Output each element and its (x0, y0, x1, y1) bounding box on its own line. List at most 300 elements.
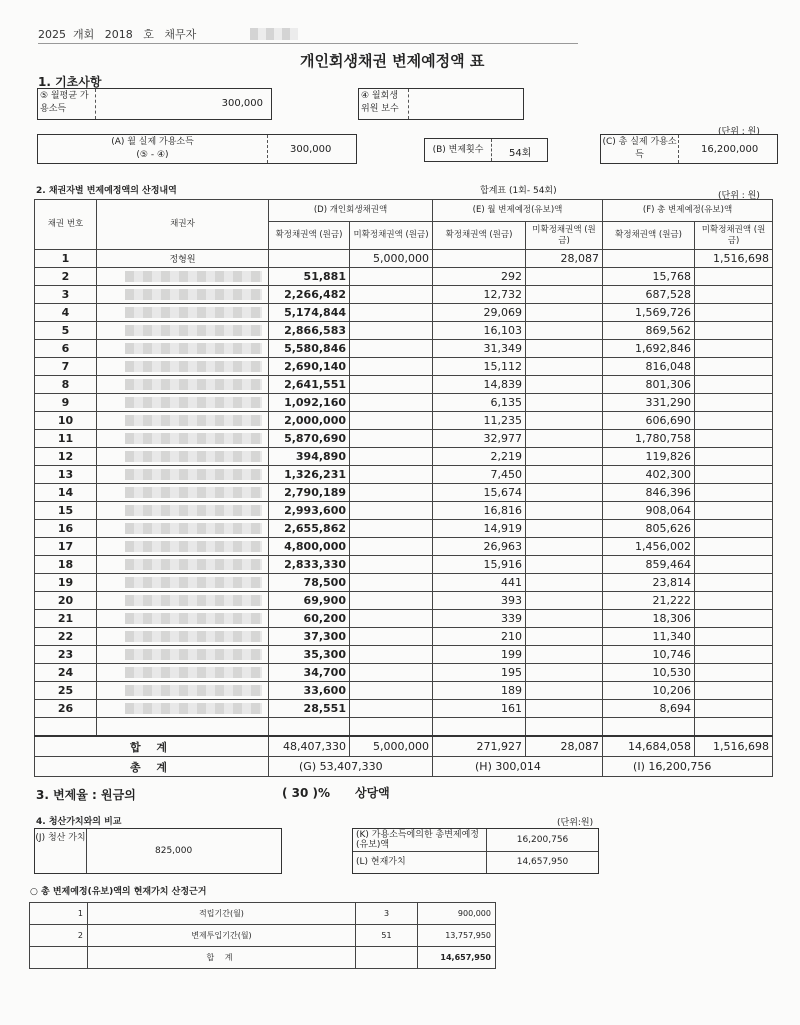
F-confirmed: 10,746 (603, 646, 695, 664)
header-F-confirmed: 확정채권액 (원금) (603, 222, 695, 250)
pv-total-label: 합 계 (88, 947, 356, 969)
E-unconfirmed (526, 610, 603, 628)
E-unconfirmed (526, 358, 603, 376)
F-confirmed: 687,528 (603, 286, 695, 304)
header-D: (D) 개인회생채권액 (269, 200, 433, 222)
creditor-name-redacted (125, 469, 262, 480)
creditor-name-cell (97, 466, 269, 484)
F-confirmed: 23,814 (603, 574, 695, 592)
D-confirmed: 37,300 (269, 628, 350, 646)
creditor-no: 20 (35, 592, 97, 610)
F-unconfirmed (695, 376, 773, 394)
pv-no: 1 (30, 903, 88, 925)
creditor-name-redacted (125, 613, 262, 624)
header-F-unconfirmed: 미확정채권액 (원금) (695, 222, 773, 250)
F-unconfirmed (695, 646, 773, 664)
F-confirmed: 402,300 (603, 466, 695, 484)
D-unconfirmed (350, 412, 433, 430)
E-confirmed: 195 (433, 664, 526, 682)
pv-value: 13,757,950 (418, 925, 496, 947)
A-label: (A) 월 실제 가용소득 (111, 137, 194, 147)
creditor-name-redacted (125, 379, 262, 390)
E-unconfirmed (526, 628, 603, 646)
F-confirmed: 1,692,846 (603, 340, 695, 358)
header-E-unconfirmed: 미확정채권액 (원금) (526, 222, 603, 250)
J-box (34, 828, 282, 874)
creditor-name-cell (97, 520, 269, 538)
D-unconfirmed (350, 358, 433, 376)
E-unconfirmed (526, 646, 603, 664)
E-confirmed: 16,103 (433, 322, 526, 340)
monthly-income-box (37, 88, 272, 120)
D-confirmed: 33,600 (269, 682, 350, 700)
F-unconfirmed (695, 610, 773, 628)
creditor-name-cell (97, 538, 269, 556)
creditor-no: 15 (35, 502, 97, 520)
F-confirmed: 15,768 (603, 268, 695, 286)
F-unconfirmed (695, 412, 773, 430)
creditor-name-redacted (125, 559, 262, 570)
table-row (35, 412, 773, 430)
creditor-no: 6 (35, 340, 97, 358)
empty-cell (603, 718, 695, 737)
section1-unit: (단위 : 원) (718, 127, 760, 137)
pv-empty (30, 947, 88, 969)
creditor-name-cell (97, 664, 269, 682)
creditor-no: 23 (35, 646, 97, 664)
E-unconfirmed (526, 556, 603, 574)
empty-cell (35, 718, 97, 737)
fee-label: ④ 월회생위원 보수 (359, 89, 409, 119)
pv-total-row (30, 947, 496, 969)
creditor-name-cell (97, 700, 269, 718)
D-unconfirmed (350, 610, 433, 628)
E-confirmed: 15,916 (433, 556, 526, 574)
table-row (35, 682, 773, 700)
table-row (35, 574, 773, 592)
creditor-no: 3 (35, 286, 97, 304)
pv-label: 적립기간(월) (88, 903, 356, 925)
creditor-name-cell (97, 322, 269, 340)
empty-cell (350, 718, 433, 737)
F-confirmed: 10,530 (603, 664, 695, 682)
creditor-name-cell (97, 448, 269, 466)
E-unconfirmed (526, 466, 603, 484)
F-unconfirmed (695, 628, 773, 646)
total-d2: 5,000,000 (350, 736, 433, 757)
E-unconfirmed (526, 394, 603, 412)
header-E-confirmed: 확정채권액 (원금) (433, 222, 526, 250)
D-confirmed: 60,200 (269, 610, 350, 628)
E-confirmed: 6,135 (433, 394, 526, 412)
F-confirmed: 859,464 (603, 556, 695, 574)
D-unconfirmed (350, 376, 433, 394)
F-unconfirmed (695, 592, 773, 610)
E-unconfirmed (526, 520, 603, 538)
table-row (35, 556, 773, 574)
D-unconfirmed (350, 664, 433, 682)
F-unconfirmed (695, 466, 773, 484)
table-row (35, 268, 773, 286)
spacer-row (35, 718, 773, 737)
D-confirmed: 5,174,844 (269, 304, 350, 322)
pv-row (30, 925, 496, 947)
table-row (35, 304, 773, 322)
header-F: (F) 총 변제예정(유보)액 (603, 200, 773, 222)
F-unconfirmed (695, 448, 773, 466)
table-row (35, 502, 773, 520)
total-d1: 48,407,330 (269, 736, 350, 757)
E-confirmed: 14,839 (433, 376, 526, 394)
D-confirmed (269, 250, 350, 268)
F-unconfirmed (695, 700, 773, 718)
C-label: (C) 총 실제 가용소득 (601, 135, 679, 163)
L-label: (L) 현재가치 (353, 852, 487, 873)
F-unconfirmed (695, 358, 773, 376)
creditor-name-redacted (125, 685, 262, 696)
fee-box (358, 88, 524, 120)
F-confirmed (603, 250, 695, 268)
creditor-no: 1 (35, 250, 97, 268)
creditor-name-redacted (125, 271, 262, 282)
D-unconfirmed (350, 448, 433, 466)
header-D-unconfirmed: 미확정채권액 (원금) (350, 222, 433, 250)
D-unconfirmed (350, 430, 433, 448)
creditor-no: 9 (35, 394, 97, 412)
creditor-name-cell (97, 340, 269, 358)
E-unconfirmed (526, 484, 603, 502)
creditor-no: 7 (35, 358, 97, 376)
section3-heading: 3. 변제율 : 원금의 (36, 788, 136, 802)
D-unconfirmed (350, 646, 433, 664)
F-confirmed: 869,562 (603, 322, 695, 340)
table-row (35, 664, 773, 682)
grand-label: 총 계 (35, 757, 269, 777)
debtor-name-redacted (250, 28, 298, 40)
F-unconfirmed (695, 538, 773, 556)
D-confirmed: 5,580,846 (269, 340, 350, 358)
table-row (35, 250, 773, 268)
creditor-no: 12 (35, 448, 97, 466)
creditor-table (34, 199, 773, 777)
table-row (35, 448, 773, 466)
total-row (35, 736, 773, 757)
F-confirmed: 801,306 (603, 376, 695, 394)
E-confirmed: 210 (433, 628, 526, 646)
F-unconfirmed (695, 268, 773, 286)
F-confirmed: 11,340 (603, 628, 695, 646)
pv-heading: ○ 총 변제예정(유보)액의 현재가치 산정근거 (30, 887, 207, 897)
empty-cell (433, 718, 526, 737)
D-confirmed: 2,790,189 (269, 484, 350, 502)
table-row (35, 376, 773, 394)
creditor-no: 24 (35, 664, 97, 682)
table-row (35, 538, 773, 556)
E-unconfirmed (526, 340, 603, 358)
grand-I: (I) 16,200,756 (603, 757, 773, 777)
F-confirmed: 119,826 (603, 448, 695, 466)
E-confirmed: 14,919 (433, 520, 526, 538)
creditor-no: 17 (35, 538, 97, 556)
creditor-name-redacted (125, 523, 262, 534)
creditor-name-cell (97, 376, 269, 394)
E-unconfirmed (526, 430, 603, 448)
F-confirmed: 846,396 (603, 484, 695, 502)
section2-heading: 2. 채권자별 변제예정액의 산정내역 (36, 186, 177, 196)
D-unconfirmed (350, 322, 433, 340)
section1-heading: 1. 기초사항 (38, 75, 102, 89)
creditor-no: 10 (35, 412, 97, 430)
creditor-name-redacted (125, 631, 262, 642)
F-unconfirmed (695, 286, 773, 304)
pv-months: 3 (356, 903, 418, 925)
A-value: 300,000 (290, 144, 332, 155)
F-unconfirmed (695, 304, 773, 322)
D-unconfirmed (350, 286, 433, 304)
E-confirmed: 199 (433, 646, 526, 664)
creditor-name-cell (97, 412, 269, 430)
pv-table-body (30, 903, 496, 969)
total-f2: 1,516,698 (695, 736, 773, 757)
creditor-name-cell (97, 646, 269, 664)
C-box (600, 134, 778, 164)
K-value: 16,200,756 (487, 829, 598, 852)
D-confirmed: 1,092,160 (269, 394, 350, 412)
D-confirmed: 2,866,583 (269, 322, 350, 340)
E-confirmed (433, 250, 526, 268)
E-confirmed: 339 (433, 610, 526, 628)
F-confirmed: 18,306 (603, 610, 695, 628)
K-label: (K) 가용소득에의한 총변제예정(유보)액 (353, 829, 487, 852)
J-value: 825,000 (155, 846, 193, 856)
monthly-income-label: ⑤ 월평균 가용소득 (38, 89, 96, 119)
empty-cell (695, 718, 773, 737)
total-e1: 271,927 (433, 736, 526, 757)
creditor-name-redacted (125, 415, 262, 426)
grand-total-row (35, 757, 773, 777)
D-confirmed: 51,881 (269, 268, 350, 286)
F-unconfirmed (695, 664, 773, 682)
D-confirmed: 78,500 (269, 574, 350, 592)
table-row (35, 358, 773, 376)
header-D-confirmed: 확정채권액 (원금) (269, 222, 350, 250)
creditor-name-redacted (125, 361, 262, 372)
table-row (35, 520, 773, 538)
F-confirmed: 816,048 (603, 358, 695, 376)
section4-heading: 4. 청산가치와의 비교 (36, 817, 122, 827)
E-unconfirmed (526, 322, 603, 340)
E-confirmed: 12,732 (433, 286, 526, 304)
creditor-name-cell (97, 502, 269, 520)
creditor-no: 25 (35, 682, 97, 700)
creditor-no: 22 (35, 628, 97, 646)
E-unconfirmed (526, 574, 603, 592)
E-unconfirmed (526, 286, 603, 304)
creditor-name-cell (97, 610, 269, 628)
creditor-name-cell (97, 592, 269, 610)
E-confirmed: 2,219 (433, 448, 526, 466)
E-confirmed: 26,963 (433, 538, 526, 556)
E-confirmed: 15,112 (433, 358, 526, 376)
F-confirmed: 8,694 (603, 700, 695, 718)
E-unconfirmed (526, 412, 603, 430)
table-row (35, 430, 773, 448)
creditor-name-redacted (125, 505, 262, 516)
E-unconfirmed (526, 682, 603, 700)
creditor-name-redacted (125, 289, 262, 300)
creditor-name-redacted (125, 577, 262, 588)
D-unconfirmed (350, 340, 433, 358)
creditor-name-cell (97, 358, 269, 376)
F-confirmed: 1,456,002 (603, 538, 695, 556)
A-box (37, 134, 357, 164)
E-unconfirmed (526, 592, 603, 610)
creditor-no: 13 (35, 466, 97, 484)
creditor-name-redacted (125, 649, 262, 660)
creditor-no: 14 (35, 484, 97, 502)
F-unconfirmed (695, 682, 773, 700)
pv-total-value: 14,657,950 (418, 947, 496, 969)
D-unconfirmed (350, 520, 433, 538)
creditor-no: 2 (35, 268, 97, 286)
creditor-name-cell (97, 430, 269, 448)
pv-months: 51 (356, 925, 418, 947)
E-confirmed: 393 (433, 592, 526, 610)
creditor-name-redacted (125, 703, 262, 714)
F-unconfirmed: 1,516,698 (695, 250, 773, 268)
creditor-no: 21 (35, 610, 97, 628)
header-case-label: 개회 (73, 28, 95, 41)
creditor-name-redacted (125, 307, 262, 318)
F-unconfirmed (695, 556, 773, 574)
table-row (35, 646, 773, 664)
D-unconfirmed (350, 574, 433, 592)
D-confirmed: 5,870,690 (269, 430, 350, 448)
D-unconfirmed (350, 268, 433, 286)
E-confirmed: 292 (433, 268, 526, 286)
D-confirmed: 2,641,551 (269, 376, 350, 394)
creditor-no: 18 (35, 556, 97, 574)
table-row (35, 610, 773, 628)
E-unconfirmed (526, 502, 603, 520)
creditor-name-redacted (125, 541, 262, 552)
F-unconfirmed (695, 484, 773, 502)
creditor-no: 16 (35, 520, 97, 538)
F-confirmed: 1,780,758 (603, 430, 695, 448)
grand-H: (H) 300,014 (433, 757, 603, 777)
B-value: 54회 (509, 148, 532, 159)
table-row (35, 394, 773, 412)
header-E: (E) 월 변제예정(유보)액 (433, 200, 603, 222)
F-confirmed: 908,064 (603, 502, 695, 520)
creditor-name-cell (97, 394, 269, 412)
F-confirmed: 10,206 (603, 682, 695, 700)
D-unconfirmed (350, 466, 433, 484)
creditor-no: 5 (35, 322, 97, 340)
E-confirmed: 32,977 (433, 430, 526, 448)
table-row (35, 628, 773, 646)
section2-unit: (단위 : 원) (718, 191, 760, 201)
creditor-name-cell (97, 286, 269, 304)
creditor-name-cell (97, 250, 269, 268)
table-row (35, 700, 773, 718)
D-unconfirmed (350, 628, 433, 646)
D-confirmed: 394,890 (269, 448, 350, 466)
E-confirmed: 7,450 (433, 466, 526, 484)
E-confirmed: 31,349 (433, 340, 526, 358)
E-unconfirmed (526, 664, 603, 682)
C-value: 16,200,000 (701, 144, 759, 155)
creditor-name-cell (97, 556, 269, 574)
F-confirmed: 1,569,726 (603, 304, 695, 322)
total-e2: 28,087 (526, 736, 603, 757)
table-row (35, 484, 773, 502)
creditor-no: 4 (35, 304, 97, 322)
table-row (35, 592, 773, 610)
empty-cell (97, 718, 269, 737)
D-confirmed: 2,655,862 (269, 520, 350, 538)
B-label: (B) 변제횟수 (425, 139, 492, 161)
F-unconfirmed (695, 322, 773, 340)
creditor-name-redacted (125, 325, 262, 336)
repayment-rate-suffix: 상당액 (355, 786, 390, 800)
creditor-name-redacted (125, 487, 262, 498)
F-unconfirmed (695, 574, 773, 592)
F-unconfirmed (695, 430, 773, 448)
D-unconfirmed (350, 592, 433, 610)
empty-cell (269, 718, 350, 737)
header-ho: 호 (143, 28, 154, 41)
pv-label: 변제투입기간(월) (88, 925, 356, 947)
E-confirmed: 16,816 (433, 502, 526, 520)
D-unconfirmed (350, 538, 433, 556)
pv-no: 2 (30, 925, 88, 947)
table-row (35, 322, 773, 340)
total-f1: 14,684,058 (603, 736, 695, 757)
header-case-no: 2018 (104, 28, 133, 41)
E-unconfirmed: 28,087 (526, 250, 603, 268)
creditor-name-redacted (125, 397, 262, 408)
D-confirmed: 35,300 (269, 646, 350, 664)
D-unconfirmed (350, 700, 433, 718)
header-debtor-label: 채무자 (164, 28, 197, 41)
creditor-name: 정형원 (169, 255, 196, 265)
E-unconfirmed (526, 448, 603, 466)
empty-cell (526, 718, 603, 737)
creditor-name-redacted (125, 595, 262, 606)
D-confirmed: 28,551 (269, 700, 350, 718)
D-confirmed: 1,326,231 (269, 466, 350, 484)
D-confirmed: 2,993,600 (269, 502, 350, 520)
D-unconfirmed: 5,000,000 (350, 250, 433, 268)
creditor-no: 8 (35, 376, 97, 394)
section2-subtitle: 합계표 (1회- 54회) (480, 186, 557, 196)
creditor-name-cell (97, 574, 269, 592)
E-unconfirmed (526, 304, 603, 322)
pv-row (30, 903, 496, 925)
total-label: 합 계 (35, 736, 269, 757)
E-confirmed: 15,674 (433, 484, 526, 502)
table-row (35, 286, 773, 304)
F-confirmed: 331,290 (603, 394, 695, 412)
J-label: (J) 청산 가치 (35, 829, 87, 873)
creditor-no: 26 (35, 700, 97, 718)
D-confirmed: 2,266,482 (269, 286, 350, 304)
D-confirmed: 69,900 (269, 592, 350, 610)
table-row (35, 340, 773, 358)
D-unconfirmed (350, 682, 433, 700)
D-unconfirmed (350, 304, 433, 322)
